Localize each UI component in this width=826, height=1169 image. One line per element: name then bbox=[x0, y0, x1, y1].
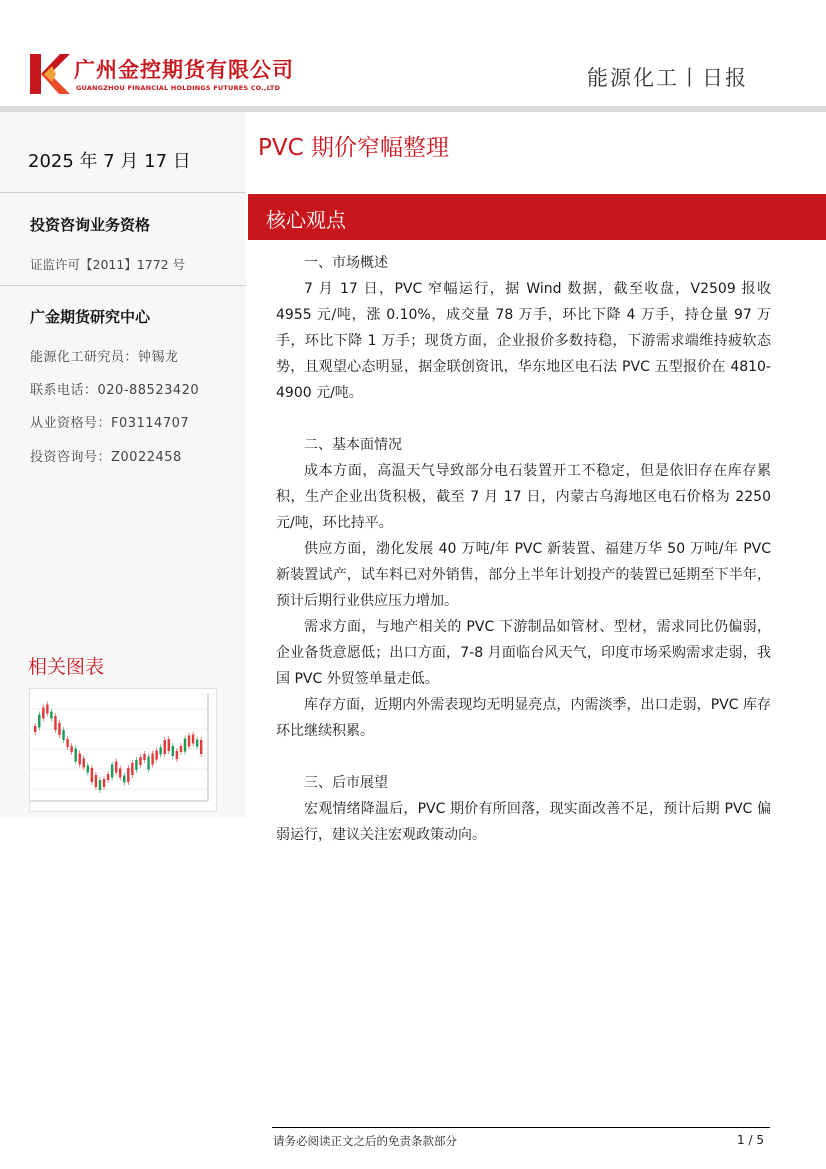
footer-disclaimer: 请务必阅读正文之后的免责条款部分 bbox=[273, 1134, 457, 1148]
company-name-en: GUANGZHOU FINANCIAL HOLDINGS FUTURES CO.,LTD bbox=[76, 84, 281, 92]
related-charts-title: 相关图表 bbox=[28, 656, 105, 678]
report-date: 2025 年 7 月 17 日 bbox=[28, 151, 191, 172]
section-heading: 一、市场概述 bbox=[304, 255, 388, 271]
sidebar-divider bbox=[0, 192, 246, 193]
report-type: 能源化工丨日报 bbox=[587, 66, 748, 90]
analyst-name: 能源化工研究员：钟锡龙 bbox=[30, 350, 179, 365]
practice-license: 从业资格号：F03114707 bbox=[30, 416, 190, 431]
paragraph: 7 月 17 日，PVC 窄幅运行，据 Wind 数据，截至收盘，V2509 报收 4955 元/吨，涨 0.10%，成交量 78 万手，环比下降 4 万手，持仓量 97 万手，环比下降 1 万手；现货方面，企业报价多数持稳，下游需求端维持疲软态势，且观望心态明显，据金联创资讯，华东地区电石法 PVC 五型报价在 4810-4900 元/吨。 bbox=[276, 281, 771, 401]
paragraph: 库存方面，近期内外需表现均无明显亮点，内需淡季，出口走弱，PVC 库存环比继续积累。 bbox=[276, 697, 771, 739]
k-logo-icon bbox=[30, 52, 70, 96]
svg-text:-: - bbox=[210, 747, 212, 752]
svg-text:-: - bbox=[210, 787, 212, 792]
svg-text:-: - bbox=[210, 707, 212, 712]
footer-divider bbox=[272, 1127, 770, 1128]
related-chart-thumbnail bbox=[29, 688, 217, 812]
section-heading: 三、后市展望 bbox=[304, 775, 388, 791]
paragraph: 供应方面，渤化发展 40 万吨/年 PVC 新装置、福建万华 50 万吨/年 PVC 新装置试产，试车料已对外销售，部分上半年计划投产的装置已延期至下半年，预计后期行业供应压力增加。 bbox=[276, 541, 771, 609]
section-heading: 二、基本面情况 bbox=[304, 437, 402, 453]
paragraph: 需求方面，与地产相关的 PVC 下游制品如管材、型材，需求同比仍偏弱，企业备货意愿低；出口方面，7-8 月面临台风天气，印度市场采购需求走弱，我国 PVC 外贸签单量走低。 bbox=[276, 619, 771, 687]
paragraph: 宏观情绪降温后，PVC 期价有所回落，现实面改善不足，预计后期 PVC 偏弱运行，建议关注宏观政策动向。 bbox=[276, 801, 771, 843]
consulting-license: 投资咨询号：Z0022458 bbox=[30, 450, 182, 465]
page-number: 1 / 5 bbox=[737, 1133, 764, 1147]
paragraph: 成本方面，高温天气导致部分电石装置开工不稳定，但是依旧存在库存累积，生产企业出货积极，截至 7 月 17 日，内蒙古乌海地区电石价格为 2250 元/吨，环比持平。 bbox=[276, 463, 771, 531]
research-center-title: 广金期货研究中心 bbox=[30, 308, 151, 326]
company-name-cn: 广州金控期货有限公司 bbox=[74, 58, 294, 82]
svg-text:-: - bbox=[210, 767, 212, 772]
license-number: 证监许可【2011】1772 号 bbox=[30, 257, 186, 272]
svg-text:-: - bbox=[210, 727, 212, 732]
report-title: PVC 期价窄幅整理 bbox=[258, 135, 449, 161]
sidebar-divider bbox=[0, 285, 246, 286]
contact-phone: 联系电话：020-88523420 bbox=[30, 383, 200, 398]
qualification-title: 投资咨询业务资格 bbox=[30, 216, 151, 234]
report-body bbox=[276, 250, 771, 848]
candlestick-thumbnail-icon bbox=[30, 689, 216, 811]
core-view-title: 核心观点 bbox=[266, 208, 346, 232]
